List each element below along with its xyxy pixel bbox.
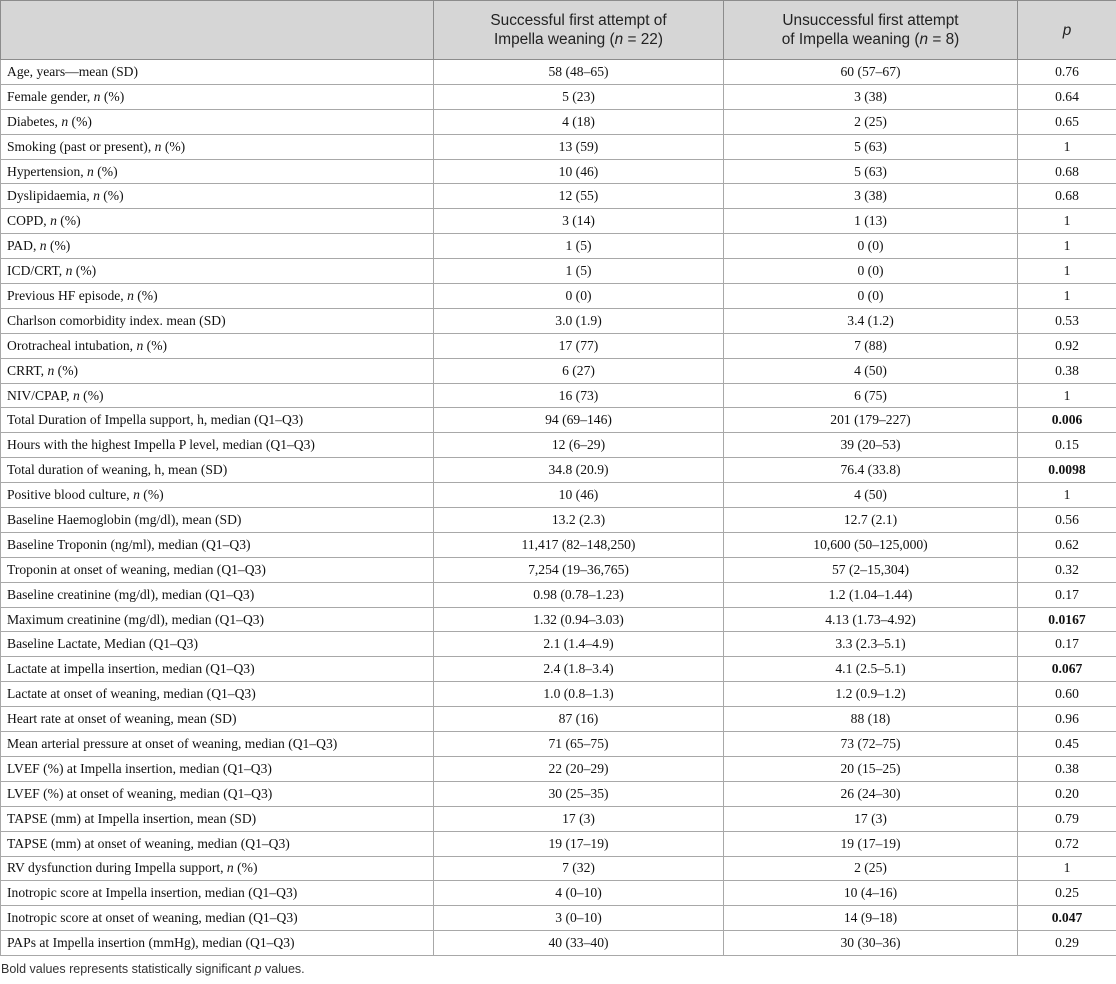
cell-successful: 16 (73) bbox=[434, 383, 724, 408]
variable-italic-n: n bbox=[93, 188, 100, 204]
variable-suffix: (%) bbox=[99, 188, 124, 204]
cell-successful: 10 (46) bbox=[434, 483, 724, 508]
cell-p-value: 0.0167 bbox=[1018, 607, 1116, 632]
cell-successful: 13.2 (2.3) bbox=[434, 508, 724, 533]
cell-successful: 1.0 (0.8–1.3) bbox=[434, 682, 724, 707]
cell-successful: 2.4 (1.8–3.4) bbox=[434, 657, 724, 682]
cell-variable bbox=[1, 931, 434, 956]
cell-p-value: 0.72 bbox=[1018, 831, 1116, 856]
variable-italic-n: n bbox=[65, 263, 73, 279]
variable-suffix: (%) bbox=[46, 238, 71, 254]
cell-successful: 7,254 (19–36,765) bbox=[434, 557, 724, 582]
table-row bbox=[1, 383, 1116, 408]
cell-successful: 71 (65–75) bbox=[434, 732, 724, 757]
cell-p-value: 0.45 bbox=[1018, 732, 1116, 757]
cell-unsuccessful: 73 (72–75) bbox=[724, 732, 1018, 757]
table-row bbox=[1, 931, 1116, 956]
cell-p-value: 0.29 bbox=[1018, 931, 1116, 956]
cell-variable bbox=[1, 134, 434, 159]
variable-text: LVEF (%) at Impella insertion, median (Q1–Q3) bbox=[7, 760, 272, 776]
cell-variable bbox=[1, 234, 434, 259]
cell-successful: 22 (20–29) bbox=[434, 756, 724, 781]
cell-successful: 7 (32) bbox=[434, 856, 724, 881]
cell-unsuccessful: 76.4 (33.8) bbox=[724, 458, 1018, 483]
cell-unsuccessful: 0 (0) bbox=[724, 234, 1018, 259]
cell-variable bbox=[1, 358, 434, 383]
variable-text: Orotracheal intubation, bbox=[7, 337, 137, 353]
cell-variable bbox=[1, 582, 434, 607]
variable-text: Positive blood culture, bbox=[7, 487, 134, 503]
table-row bbox=[1, 607, 1116, 632]
table-row bbox=[1, 657, 1116, 682]
table-row bbox=[1, 308, 1116, 333]
header-successful-n: n bbox=[614, 31, 624, 48]
cell-unsuccessful: 12.7 (2.1) bbox=[724, 508, 1018, 533]
table-footnote bbox=[1, 962, 1116, 976]
variable-italic-n: n bbox=[50, 213, 57, 229]
cell-variable bbox=[1, 408, 434, 433]
cell-unsuccessful: 3.4 (1.2) bbox=[724, 308, 1018, 333]
cell-p-value: 0.68 bbox=[1018, 184, 1116, 209]
cell-p-value: 0.56 bbox=[1018, 508, 1116, 533]
cell-unsuccessful: 5 (63) bbox=[724, 134, 1018, 159]
cell-successful: 2.1 (1.4–4.9) bbox=[434, 632, 724, 657]
variable-text: Heart rate at onset of weaning, mean (SD) bbox=[7, 711, 237, 727]
variable-text: Previous HF episode, bbox=[7, 287, 128, 303]
header-p-value bbox=[1018, 1, 1116, 60]
cell-unsuccessful: 88 (18) bbox=[724, 707, 1018, 732]
variable-text: Dyslipidaemia, bbox=[7, 188, 94, 204]
cell-variable bbox=[1, 458, 434, 483]
table-row bbox=[1, 508, 1116, 533]
variable-text: Hours with the highest Impella P level, median (Q1–Q3) bbox=[7, 437, 315, 453]
header-unsuccessful-count: = 8) bbox=[932, 31, 960, 48]
cell-successful: 3 (0–10) bbox=[434, 906, 724, 931]
cell-successful: 3 (14) bbox=[434, 209, 724, 234]
cell-p-value: 0.92 bbox=[1018, 333, 1116, 358]
cell-successful: 12 (55) bbox=[434, 184, 724, 209]
cell-unsuccessful: 10,600 (50–125,000) bbox=[724, 532, 1018, 557]
table-row bbox=[1, 209, 1116, 234]
variable-text: NIV/CPAP, bbox=[7, 387, 73, 403]
variable-italic-n: n bbox=[226, 860, 234, 876]
variable-text: Smoking (past or present), bbox=[7, 138, 155, 154]
cell-unsuccessful: 0 (0) bbox=[724, 284, 1018, 309]
table-row bbox=[1, 856, 1116, 881]
table-row bbox=[1, 632, 1116, 657]
table-row bbox=[1, 906, 1116, 931]
variable-italic-n: n bbox=[133, 487, 140, 503]
variable-text: TAPSE (mm) at Impella insertion, mean (SD) bbox=[7, 810, 257, 826]
cell-unsuccessful: 3.3 (2.3–5.1) bbox=[724, 632, 1018, 657]
variable-text: Total duration of weaning, h, mean (SD) bbox=[7, 462, 228, 478]
cell-variable bbox=[1, 333, 434, 358]
variable-text: Charlson comorbidity index. mean (SD) bbox=[7, 312, 226, 328]
cell-p-value: 0.38 bbox=[1018, 358, 1116, 383]
cell-variable bbox=[1, 532, 434, 557]
cell-successful: 40 (33–40) bbox=[434, 931, 724, 956]
cell-p-value: 0.64 bbox=[1018, 84, 1116, 109]
variable-text: Lactate at onset of weaning, median (Q1–Q3) bbox=[7, 686, 256, 702]
cell-unsuccessful: 4.13 (1.73–4.92) bbox=[724, 607, 1018, 632]
cell-successful: 4 (18) bbox=[434, 109, 724, 134]
cell-p-value: 0.25 bbox=[1018, 881, 1116, 906]
variable-text: Troponin at onset of weaning, median (Q1–Q3) bbox=[7, 561, 266, 577]
cell-p-value: 0.047 bbox=[1018, 906, 1116, 931]
cell-unsuccessful: 17 (3) bbox=[724, 806, 1018, 831]
cell-unsuccessful: 7 (88) bbox=[724, 333, 1018, 358]
variable-italic-n: n bbox=[127, 287, 134, 303]
cell-variable bbox=[1, 84, 434, 109]
cell-successful: 13 (59) bbox=[434, 134, 724, 159]
cell-successful: 3.0 (1.9) bbox=[434, 308, 724, 333]
variable-suffix: (%) bbox=[143, 337, 168, 353]
cell-unsuccessful: 19 (17–19) bbox=[724, 831, 1018, 856]
variable-suffix: (%) bbox=[100, 88, 125, 104]
cell-p-value: 0.20 bbox=[1018, 781, 1116, 806]
cell-unsuccessful: 26 (24–30) bbox=[724, 781, 1018, 806]
cell-variable bbox=[1, 159, 434, 184]
cell-p-value: 0.53 bbox=[1018, 308, 1116, 333]
cell-variable bbox=[1, 831, 434, 856]
variable-italic-n: n bbox=[93, 88, 101, 104]
variable-suffix: (%) bbox=[72, 263, 97, 279]
variable-text: COPD, bbox=[7, 213, 51, 229]
variable-text: Baseline Troponin (ng/ml), median (Q1–Q3) bbox=[7, 536, 251, 552]
cell-variable bbox=[1, 308, 434, 333]
cell-unsuccessful: 20 (15–25) bbox=[724, 756, 1018, 781]
cell-unsuccessful: 39 (20–53) bbox=[724, 433, 1018, 458]
header-unsuccessful-n: n bbox=[919, 31, 929, 48]
footnote-text-end: values. bbox=[261, 962, 305, 977]
cell-p-value: 0.17 bbox=[1018, 582, 1116, 607]
cell-variable bbox=[1, 682, 434, 707]
cell-variable bbox=[1, 657, 434, 682]
cell-successful: 87 (16) bbox=[434, 707, 724, 732]
variable-suffix: (%) bbox=[56, 213, 81, 229]
variable-text: Hypertension, bbox=[7, 163, 88, 179]
cell-p-value: 0.15 bbox=[1018, 433, 1116, 458]
table-row bbox=[1, 781, 1116, 806]
cell-successful: 4 (0–10) bbox=[434, 881, 724, 906]
cell-variable bbox=[1, 881, 434, 906]
cell-variable bbox=[1, 259, 434, 284]
cell-unsuccessful: 1.2 (1.04–1.44) bbox=[724, 582, 1018, 607]
variable-text: Inotropic score at onset of weaning, median (Q1–Q3) bbox=[7, 910, 298, 926]
cell-unsuccessful: 1 (13) bbox=[724, 209, 1018, 234]
table-row bbox=[1, 84, 1116, 109]
variable-italic-n: n bbox=[39, 238, 47, 254]
footnote-p-symbol: p bbox=[254, 962, 262, 977]
cell-p-value: 0.006 bbox=[1018, 408, 1116, 433]
header-variable bbox=[1, 1, 434, 60]
header-unsuccessful-line2: of Impella weaning ( bbox=[781, 31, 920, 48]
cell-unsuccessful: 2 (25) bbox=[724, 856, 1018, 881]
cell-p-value: 1 bbox=[1018, 209, 1116, 234]
variable-suffix: (%) bbox=[233, 860, 258, 876]
cell-successful: 19 (17–19) bbox=[434, 831, 724, 856]
table-row bbox=[1, 831, 1116, 856]
cell-unsuccessful: 0 (0) bbox=[724, 259, 1018, 284]
variable-suffix: (%) bbox=[79, 387, 104, 403]
variable-text: Maximum creatinine (mg/dl), median (Q1–Q3) bbox=[7, 611, 265, 627]
cell-p-value: 1 bbox=[1018, 259, 1116, 284]
variable-suffix: (%) bbox=[68, 113, 92, 129]
cell-variable bbox=[1, 483, 434, 508]
table-row bbox=[1, 881, 1116, 906]
cell-unsuccessful: 14 (9–18) bbox=[724, 906, 1018, 931]
cell-unsuccessful: 3 (38) bbox=[724, 84, 1018, 109]
variable-text: RV dysfunction during Impella support, bbox=[7, 860, 227, 876]
header-successful-count: = 22) bbox=[627, 31, 663, 48]
table-row bbox=[1, 184, 1116, 209]
cell-variable bbox=[1, 433, 434, 458]
table-header-row bbox=[1, 1, 1116, 60]
cell-successful: 58 (48–65) bbox=[434, 60, 724, 85]
cell-unsuccessful: 57 (2–15,304) bbox=[724, 557, 1018, 582]
variable-text: Mean arterial pressure at onset of weaning, median (Q1–Q3) bbox=[7, 735, 338, 751]
cell-p-value: 0.76 bbox=[1018, 60, 1116, 85]
table-row bbox=[1, 109, 1116, 134]
table-row bbox=[1, 408, 1116, 433]
cell-successful: 17 (3) bbox=[434, 806, 724, 831]
variable-text: CRRT, bbox=[7, 362, 48, 378]
cell-p-value: 1 bbox=[1018, 284, 1116, 309]
table-row bbox=[1, 284, 1116, 309]
variable-text: Inotropic score at Impella insertion, median (Q1–Q3) bbox=[7, 885, 298, 901]
table-row bbox=[1, 483, 1116, 508]
cell-successful: 30 (25–35) bbox=[434, 781, 724, 806]
variable-italic-n: n bbox=[154, 138, 162, 154]
variable-text: Baseline Lactate, Median (Q1–Q3) bbox=[7, 636, 198, 652]
header-successful-line2: Impella weaning ( bbox=[494, 31, 615, 48]
cell-variable bbox=[1, 557, 434, 582]
cell-successful: 10 (46) bbox=[434, 159, 724, 184]
variable-text: LVEF (%) at onset of weaning, median (Q1–Q3) bbox=[7, 785, 273, 801]
variable-text: Baseline creatinine (mg/dl), median (Q1–Q3) bbox=[7, 586, 255, 602]
cell-variable bbox=[1, 60, 434, 85]
cell-variable bbox=[1, 284, 434, 309]
cell-unsuccessful: 201 (179–227) bbox=[724, 408, 1018, 433]
variable-text: Lactate at impella insertion, median (Q1–Q3) bbox=[7, 661, 255, 677]
header-unsuccessful-line1: Unsuccessful first attempt bbox=[782, 12, 959, 29]
cell-unsuccessful: 6 (75) bbox=[724, 383, 1018, 408]
variable-text: Age, years—mean (SD) bbox=[7, 63, 138, 79]
header-successful-line1: Successful first attempt of bbox=[490, 12, 667, 29]
cell-p-value: 1 bbox=[1018, 856, 1116, 881]
cell-p-value: 1 bbox=[1018, 383, 1116, 408]
table-row bbox=[1, 134, 1116, 159]
cell-successful: 0.98 (0.78–1.23) bbox=[434, 582, 724, 607]
variable-text: Female gender, bbox=[7, 88, 94, 104]
table-row bbox=[1, 60, 1116, 85]
cell-variable bbox=[1, 856, 434, 881]
footnote-text-start: Bold values represents statistically significant bbox=[1, 962, 255, 977]
cell-variable bbox=[1, 756, 434, 781]
variable-text: PAPs at Impella insertion (mmHg), median (Q1–Q3) bbox=[7, 935, 295, 951]
cell-p-value: 0.65 bbox=[1018, 109, 1116, 134]
header-unsuccessful bbox=[724, 1, 1018, 60]
cell-successful: 34.8 (20.9) bbox=[434, 458, 724, 483]
variable-suffix: (%) bbox=[139, 487, 164, 503]
cell-successful: 17 (77) bbox=[434, 333, 724, 358]
cell-variable bbox=[1, 508, 434, 533]
table-row bbox=[1, 707, 1116, 732]
header-successful bbox=[434, 1, 724, 60]
variable-suffix: (%) bbox=[54, 362, 79, 378]
cell-p-value: 1 bbox=[1018, 134, 1116, 159]
cell-variable bbox=[1, 209, 434, 234]
table-row bbox=[1, 557, 1116, 582]
cell-variable bbox=[1, 109, 434, 134]
cell-unsuccessful: 4 (50) bbox=[724, 358, 1018, 383]
cell-successful: 6 (27) bbox=[434, 358, 724, 383]
table-row bbox=[1, 159, 1116, 184]
variable-italic-n: n bbox=[47, 362, 55, 378]
cell-unsuccessful: 3 (38) bbox=[724, 184, 1018, 209]
variable-text: ICD/CRT, bbox=[7, 263, 66, 279]
variable-italic-n: n bbox=[87, 163, 94, 179]
cell-p-value: 0.0098 bbox=[1018, 458, 1116, 483]
variable-italic-n: n bbox=[136, 337, 144, 353]
cell-variable bbox=[1, 781, 434, 806]
table-body bbox=[1, 60, 1116, 956]
variable-text: TAPSE (mm) at onset of weaning, median (Q1–Q3) bbox=[7, 835, 290, 851]
table-row bbox=[1, 806, 1116, 831]
cell-variable bbox=[1, 906, 434, 931]
cell-p-value: 0.17 bbox=[1018, 632, 1116, 657]
table-row bbox=[1, 582, 1116, 607]
variable-italic-n: n bbox=[61, 113, 69, 129]
cell-successful: 94 (69–146) bbox=[434, 408, 724, 433]
cell-unsuccessful: 10 (4–16) bbox=[724, 881, 1018, 906]
cell-successful: 12 (6–29) bbox=[434, 433, 724, 458]
cell-variable bbox=[1, 184, 434, 209]
cell-unsuccessful: 60 (57–67) bbox=[724, 60, 1018, 85]
table-row bbox=[1, 458, 1116, 483]
cell-p-value: 0.60 bbox=[1018, 682, 1116, 707]
cell-successful: 1 (5) bbox=[434, 259, 724, 284]
cell-variable bbox=[1, 383, 434, 408]
cell-unsuccessful: 4 (50) bbox=[724, 483, 1018, 508]
cell-successful: 1.32 (0.94–3.03) bbox=[434, 607, 724, 632]
cell-variable bbox=[1, 806, 434, 831]
table-row bbox=[1, 259, 1116, 284]
cell-successful: 11,417 (82–148,250) bbox=[434, 532, 724, 557]
cell-variable bbox=[1, 732, 434, 757]
cell-p-value: 0.62 bbox=[1018, 532, 1116, 557]
cell-unsuccessful: 1.2 (0.9–1.2) bbox=[724, 682, 1018, 707]
table-row bbox=[1, 234, 1116, 259]
cell-unsuccessful: 5 (63) bbox=[724, 159, 1018, 184]
cell-successful: 0 (0) bbox=[434, 284, 724, 309]
cell-p-value: 1 bbox=[1018, 483, 1116, 508]
cell-variable bbox=[1, 632, 434, 657]
variable-text: Total Duration of Impella support, h, median (Q1–Q3) bbox=[7, 412, 304, 428]
table-row bbox=[1, 732, 1116, 757]
cell-p-value: 0.79 bbox=[1018, 806, 1116, 831]
cell-p-value: 0.96 bbox=[1018, 707, 1116, 732]
cell-successful: 5 (23) bbox=[434, 84, 724, 109]
cell-variable bbox=[1, 707, 434, 732]
cell-p-value: 1 bbox=[1018, 234, 1116, 259]
header-p-label: p bbox=[1062, 21, 1072, 39]
variable-italic-n: n bbox=[72, 387, 80, 403]
variable-text: Baseline Haemoglobin (mg/dl), mean (SD) bbox=[7, 511, 242, 527]
table-row bbox=[1, 358, 1116, 383]
table-row bbox=[1, 682, 1116, 707]
cell-p-value: 0.32 bbox=[1018, 557, 1116, 582]
cell-unsuccessful: 2 (25) bbox=[724, 109, 1018, 134]
table-row bbox=[1, 333, 1116, 358]
table-row bbox=[1, 433, 1116, 458]
table-row bbox=[1, 532, 1116, 557]
cell-successful: 1 (5) bbox=[434, 234, 724, 259]
variable-suffix: (%) bbox=[133, 287, 158, 303]
table-row bbox=[1, 756, 1116, 781]
cell-p-value: 0.68 bbox=[1018, 159, 1116, 184]
variable-suffix: (%) bbox=[93, 163, 118, 179]
variable-text: Diabetes, bbox=[7, 113, 62, 129]
cell-unsuccessful: 4.1 (2.5–5.1) bbox=[724, 657, 1018, 682]
variable-suffix: (%) bbox=[161, 138, 186, 154]
cell-variable bbox=[1, 607, 434, 632]
cell-unsuccessful: 30 (30–36) bbox=[724, 931, 1018, 956]
cell-p-value: 0.38 bbox=[1018, 756, 1116, 781]
variable-text: PAD, bbox=[7, 238, 40, 254]
cell-p-value: 0.067 bbox=[1018, 657, 1116, 682]
